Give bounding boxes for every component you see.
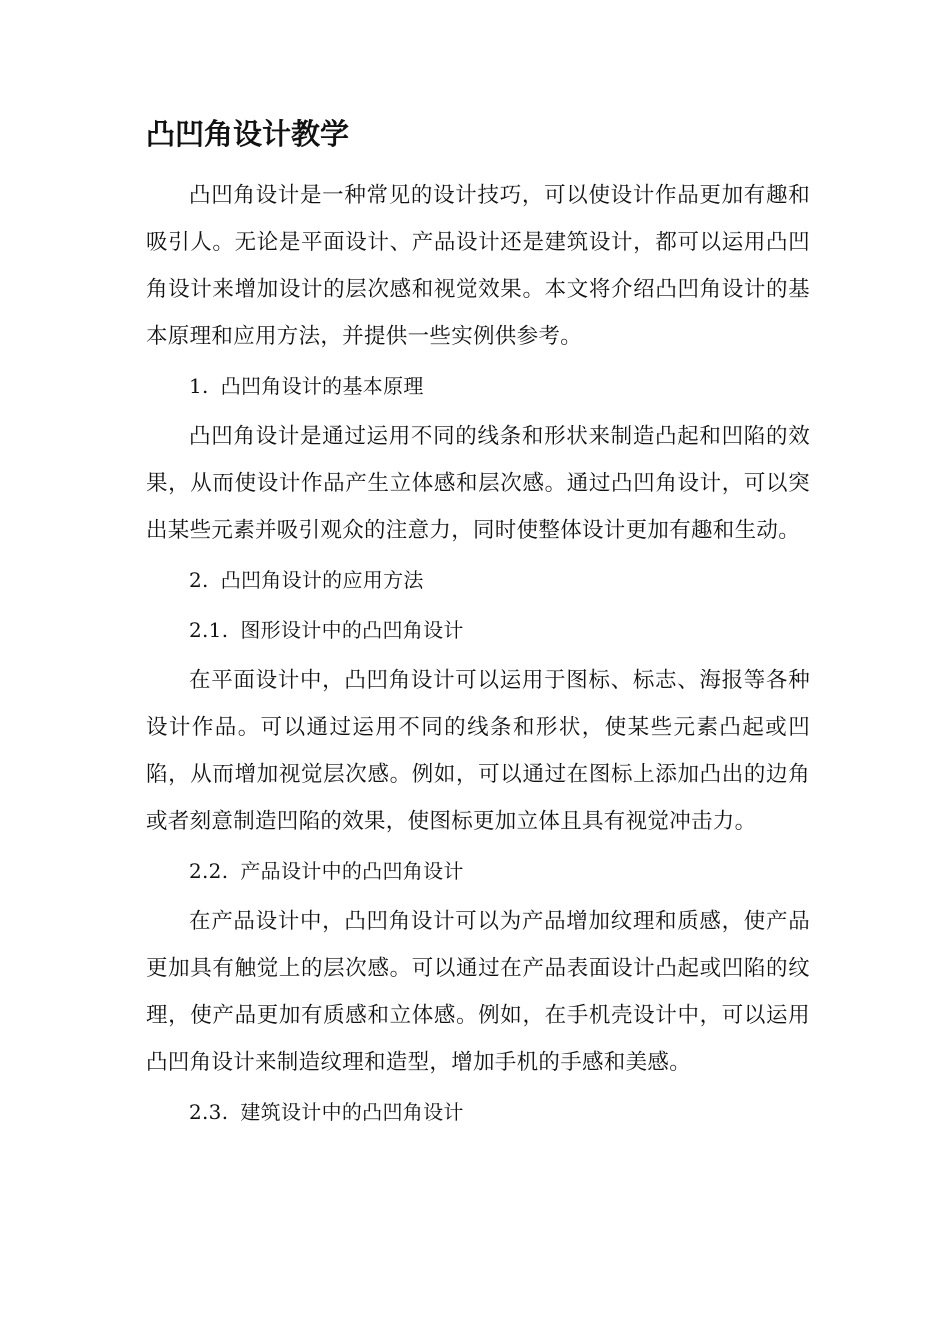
intro-paragraph: 凸凹角设计是一种常见的设计技巧，可以使设计作品更加有趣和吸引人。无论是平面设计、产品设计还是建筑设计，都可以运用凸凹角设计来增加设计的层次感和视觉效果。本文将介绍凸凹角设计的基本原理和应用方法，并提供一些实例供参考。 xyxy=(146,183,810,349)
section-2-2-number: 2.2. xyxy=(189,859,229,883)
section-2-2-heading xyxy=(146,848,810,895)
section-1-title: 凸凹角设计的基本原理 xyxy=(220,374,424,398)
section-1-body: 凸凹角设计是通过运用不同的线条和形状来制造凸起和凹陷的效果，从而使设计作品产生立体感和层次感。通过凸凹角设计，可以突出某些元素并吸引观众的注意力，同时使整体设计更加有趣和生动。 xyxy=(146,424,810,543)
section-2-heading xyxy=(146,557,810,604)
section-2-3-number: 2.3. xyxy=(189,1100,229,1124)
section-2-2-body: 在产品设计中，凸凹角设计可以为产品增加纹理和质感，使产品更加具有触觉上的层次感。可以通过在产品表面设计凸起或凹陷的纹理，使产品更加有质感和立体感。例如，在手机壳设计中，可以运用凸凹角设计来制造纹理和造型，增加手机的手感和美感。 xyxy=(146,909,810,1075)
section-2-number: 2. xyxy=(189,568,209,592)
section-1-heading xyxy=(146,363,810,410)
section-2-3-heading xyxy=(146,1089,810,1136)
section-2-1-body: 在平面设计中，凸凹角设计可以运用于图标、标志、海报等各种设计作品。可以通过运用不同的线条和形状，使某些元素凸起或凹陷，从而增加视觉层次感。例如，可以通过在图标上添加凸出的边角或者刻意制造凹陷的效果，使图标更加立体且具有视觉冲击力。 xyxy=(146,668,810,834)
section-2-title: 凸凹角设计的应用方法 xyxy=(220,568,424,592)
section-2-2-title: 产品设计中的凸凹角设计 xyxy=(240,859,464,883)
section-2-1-heading xyxy=(146,607,810,654)
document-title: 凸凹角设计教学 xyxy=(146,117,350,151)
section-2-1-title: 图形设计中的凸凹角设计 xyxy=(240,618,464,642)
section-2-1-number: 2.1. xyxy=(189,618,229,642)
section-1-number: 1. xyxy=(189,374,209,398)
section-2-3-title: 建筑设计中的凸凹角设计 xyxy=(240,1100,464,1124)
